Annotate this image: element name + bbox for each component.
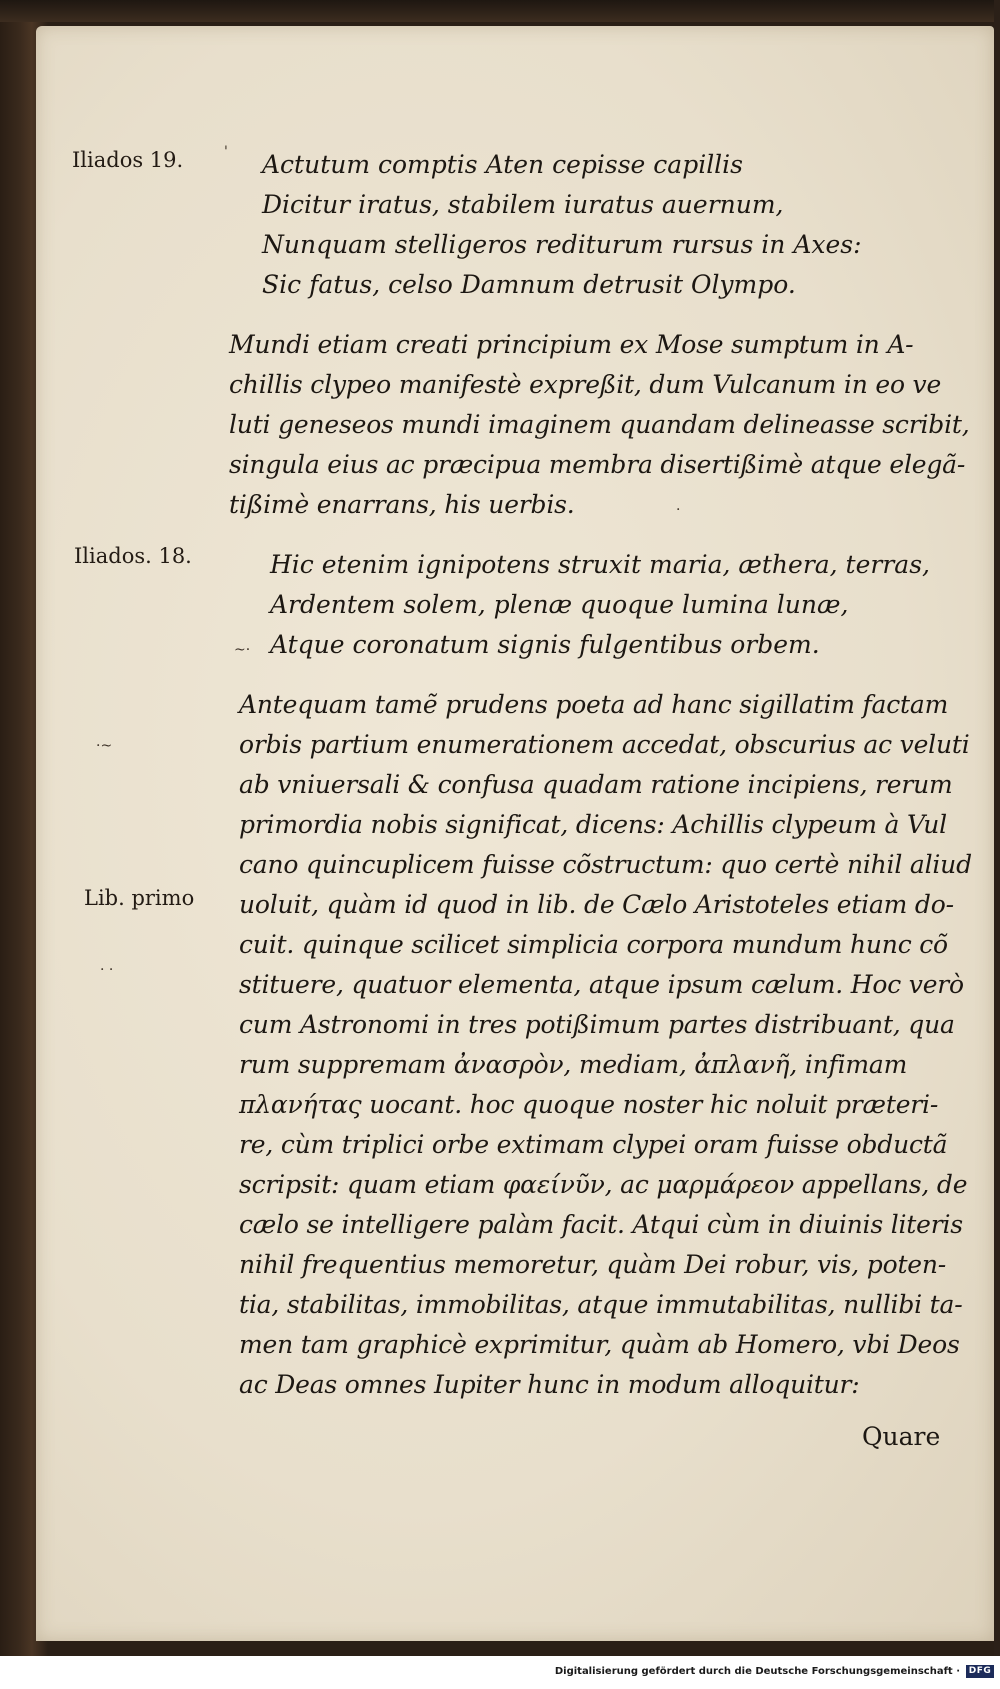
prose-2-line-6: uoluit, quàm id quod in lib. de Cælo Aristoteles etiam do- — [239, 890, 954, 919]
book-page — [36, 26, 994, 1641]
ink-speck: ' — [224, 144, 228, 160]
scan-right-edge — [994, 0, 1000, 1656]
ink-speck: ·~ — [96, 738, 113, 754]
prose-2-line-15: nihil frequentius memoretur, quàm Dei robur, vis, poten- — [239, 1250, 947, 1279]
prose-2-line-2: orbis partium enumerationem accedat, obscurius ac veluti — [239, 730, 970, 759]
prose-1-line-5: tißimè enarrans, his uerbis. — [229, 490, 575, 519]
verse-1-line-2: Dicitur iratus, stabilem iuratus auernum, — [262, 190, 784, 219]
margin-note-iliados-19: Iliados 19. — [72, 148, 184, 172]
prose-2-line-10: rum suppremam ἀνασρὸν, mediam, ἀπλανῆ, infimam — [239, 1050, 908, 1079]
prose-2-line-13: scripsit: quam etiam φαείνῦν, ac μαρμάρεον appellans, de — [239, 1170, 968, 1199]
prose-2-line-12: re, cùm triplici orbe extimam clypei oram fuisse obductã — [239, 1130, 948, 1159]
ink-speck: ~· — [234, 642, 251, 658]
footer-credit: Digitalisierung gefördert durch die Deutsche Forschungsgemeinschaft · — [554, 1666, 960, 1677]
prose-2-line-14: cælo se intelligere palàm facit. Atqui cùm in diuinis literis — [239, 1210, 963, 1239]
prose-2-line-5: cano quincuplicem fuisse cõstructum: quo certè nihil aliud — [239, 850, 972, 879]
prose-1-line-1: Mundi etiam creati principium ex Mose sumptum in A- — [229, 330, 914, 359]
verse-1-line-1: Actutum comptis Aten cepisse capillis — [262, 150, 744, 179]
scan-top-edge — [0, 0, 1000, 22]
ink-speck: · · — [100, 962, 114, 978]
prose-2-line-9: cum Astronomi in tres potißimum partes distribuant, qua — [239, 1010, 955, 1039]
prose-2-line-11: πλανήτας uocant. hoc quoque noster hic noluit præteri- — [239, 1090, 939, 1119]
verse-1-line-3: Nunquam stelligeros rediturum rursus in Axes: — [262, 230, 862, 259]
verse-1-line-4: Sic fatus, celso Damnum detrusit Olympo. — [262, 270, 796, 299]
prose-2-line-3: ab vniuersali & confusa quadam ratione incipiens, rerum — [239, 770, 953, 799]
prose-2-line-18: ac Deas omnes Iupiter hunc in modum alloquitur: — [239, 1370, 860, 1399]
prose-2-line-17: men tam graphicè exprimitur, quàm ab Homero, vbi Deos — [239, 1330, 960, 1359]
prose-1-line-3: luti geneseos mundi imaginem quandam delineasse scribit, — [229, 410, 970, 439]
margin-note-iliados-18: Iliados. 18. — [74, 544, 192, 568]
catchword: Quare — [862, 1422, 941, 1451]
verse-2-line-3: Atque coronatum signis fulgentibus orbem. — [270, 630, 820, 659]
prose-1-line-2: chillis clypeo manifestè expreßit, dum Vulcanum in eo ve — [229, 370, 942, 399]
ink-speck: · — [676, 502, 681, 518]
verse-2-line-1: Hic etenim ignipotens struxit maria, æthera, terras, — [270, 550, 930, 579]
prose-2-line-1: Antequam tamẽ prudens poeta ad hanc sigillatim factam — [239, 690, 949, 719]
prose-2-line-7: cuit. quinque scilicet simplicia corpora mundum hunc cõ — [239, 930, 948, 959]
digitization-footer — [0, 1656, 1000, 1689]
prose-2-line-8: stituere, quatuor elementa, atque ipsum cælum. Hoc verò — [239, 970, 964, 999]
verse-2-line-2: Ardentem solem, plenæ quoque lumina lunæ, — [270, 590, 849, 619]
dfg-logo: DFG — [966, 1665, 994, 1678]
prose-2-line-16: tia, stabilitas, immobilitas, atque immutabilitas, nullibi ta- — [239, 1290, 963, 1319]
prose-2-line-4: primordia nobis significat, dicens: Achillis clypeum à Vul — [239, 810, 947, 839]
margin-note-lib-primo: Lib. primo — [84, 886, 195, 910]
prose-1-line-4: singula eius ac præcipua membra disertißimè atque elegã- — [229, 450, 966, 479]
